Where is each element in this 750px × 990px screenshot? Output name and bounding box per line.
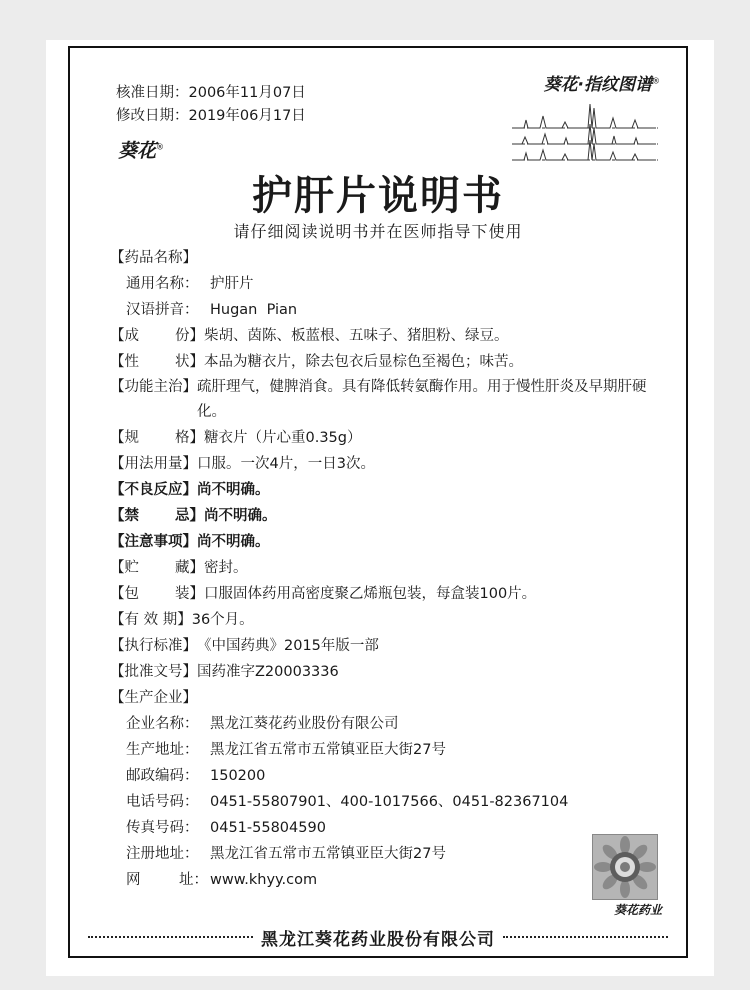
storage-row <box>110 555 670 581</box>
phone-row <box>110 789 670 815</box>
indications-label: 【功能主治】 <box>110 379 197 395</box>
standard-row <box>110 633 670 659</box>
contra-row <box>110 503 670 529</box>
generic-name-value: 护肝片 <box>210 276 254 292</box>
date-block <box>116 82 306 128</box>
website-value: www.khyy.com <box>210 872 318 888</box>
ingredients-row <box>110 323 670 349</box>
package-value: 口服固体药用高密度聚乙烯瓶包装，每盒装100片。 <box>204 586 537 602</box>
pinyin-row <box>110 297 670 323</box>
fax-value: 0451-55804590 <box>210 820 326 836</box>
fax-row <box>110 815 670 841</box>
dosage-label: 【用法用量】 <box>110 456 197 472</box>
spec-row <box>110 425 670 451</box>
package-label: 【包 装】 <box>110 586 204 602</box>
contra-value: 尚不明确。 <box>204 508 277 524</box>
postcode-row <box>110 763 670 789</box>
precautions-value: 尚不明确。 <box>197 534 270 550</box>
address-label: 生产地址： <box>126 742 199 758</box>
company-name-label: 企业名称： <box>126 716 199 732</box>
revise-date: 修改日期：2019年06月17日 <box>116 108 306 124</box>
ingredients-label: 【成 份】 <box>110 328 204 344</box>
pinyin-value: Hugan Pian <box>210 302 298 318</box>
website-label: 网 址： <box>126 872 208 888</box>
registered-mark: ® <box>156 142 165 152</box>
approval-row <box>110 659 670 685</box>
precautions-row <box>110 529 670 555</box>
address-value: 黑龙江省五常市五常镇亚臣大街27号 <box>210 742 446 758</box>
indications-value: 疏肝理气，健脾消食。具有降低转氨酶作用。用于慢性肝炎及早期肝硬化。 <box>197 379 647 420</box>
registered-mark-right: ® <box>652 76 660 86</box>
generic-name-label: 通用名称： <box>126 276 199 292</box>
leaflet-frame <box>68 46 688 958</box>
footer <box>80 922 676 952</box>
seal-label: 葵花药业 <box>613 903 662 917</box>
reg-address-value: 黑龙江省五常市五常镇亚臣大街27号 <box>210 846 446 862</box>
adverse-label: 【不良反应】 <box>110 482 197 498</box>
leaflet-content <box>110 245 670 893</box>
contra-label: 【禁 忌】 <box>110 508 204 524</box>
reg-address-label: 注册地址： <box>126 846 199 862</box>
indications-row <box>110 375 670 425</box>
company-name-row <box>110 711 670 737</box>
footer-dots-left <box>88 936 253 938</box>
brand-logo-left <box>118 136 164 163</box>
validity-row <box>110 607 670 633</box>
properties-value: 本品为糖衣片，除去包衣后显棕色至褐色；味苦。 <box>204 354 523 370</box>
validity-label: 【有 效 期】 <box>110 612 192 628</box>
dosage-row <box>110 451 670 477</box>
phone-value: 0451-55807901、400-1017566、0451-82367104 <box>210 794 569 810</box>
footer-company: 黑龙江葵花药业股份有限公司 <box>261 929 495 950</box>
dosage-value: 口服。一次4片，一日3次。 <box>197 456 375 472</box>
fax-label: 传真号码： <box>126 820 199 836</box>
postcode-label: 邮政编码： <box>126 768 199 784</box>
brand-right-text: 葵花·指纹图谱 <box>543 75 652 95</box>
website-row <box>110 867 670 893</box>
adverse-row <box>110 477 670 503</box>
brand-left-text: 葵花 <box>118 140 157 162</box>
pinyin-label: 汉语拼音： <box>126 302 199 318</box>
reg-address-row <box>110 841 670 867</box>
standard-label: 【执行标准】 <box>110 638 197 654</box>
manufacturer-heading: 【生产企业】 <box>110 690 197 706</box>
page-subtitle: 请仔细阅读说明书并在医师指导下使用 <box>233 222 523 241</box>
approval-label: 【批准文号】 <box>110 664 197 680</box>
sunflower-seal-image <box>592 834 658 900</box>
approve-date: 核准日期：2006年11月07日 <box>116 85 306 101</box>
adverse-value: 尚不明确。 <box>197 482 270 498</box>
generic-name-row <box>110 271 670 297</box>
drug-name-heading: 【药品名称】 <box>110 250 197 266</box>
ingredients-value: 柴胡、茵陈、板蓝根、五味子、猪胆粉、绿豆。 <box>204 328 509 344</box>
properties-row <box>110 349 670 375</box>
precautions-label: 【注意事项】 <box>110 534 197 550</box>
address-row <box>110 737 670 763</box>
phone-label: 电话号码： <box>126 794 199 810</box>
standard-value: 《中国药典》2015年版一部 <box>197 638 379 654</box>
leaflet-sheet <box>46 40 714 976</box>
spec-value: 糖衣片（片心重0.35g） <box>204 430 362 446</box>
company-name-value: 黑龙江葵花药业股份有限公司 <box>210 716 399 732</box>
validity-value: 36个月。 <box>191 612 254 628</box>
postcode-value: 150200 <box>210 768 266 784</box>
page-title: 护肝片说明书 <box>252 173 504 219</box>
storage-label: 【贮 藏】 <box>110 560 204 576</box>
approval-value: 国药准字Z20003336 <box>197 664 339 680</box>
footer-dots-right <box>503 936 668 938</box>
sunflower-icon <box>593 835 657 899</box>
spec-label: 【规 格】 <box>110 430 204 446</box>
storage-value: 密封。 <box>204 560 248 576</box>
fingerprint-logo-text <box>544 70 660 95</box>
properties-label: 【性 状】 <box>110 354 204 370</box>
package-row <box>110 581 670 607</box>
